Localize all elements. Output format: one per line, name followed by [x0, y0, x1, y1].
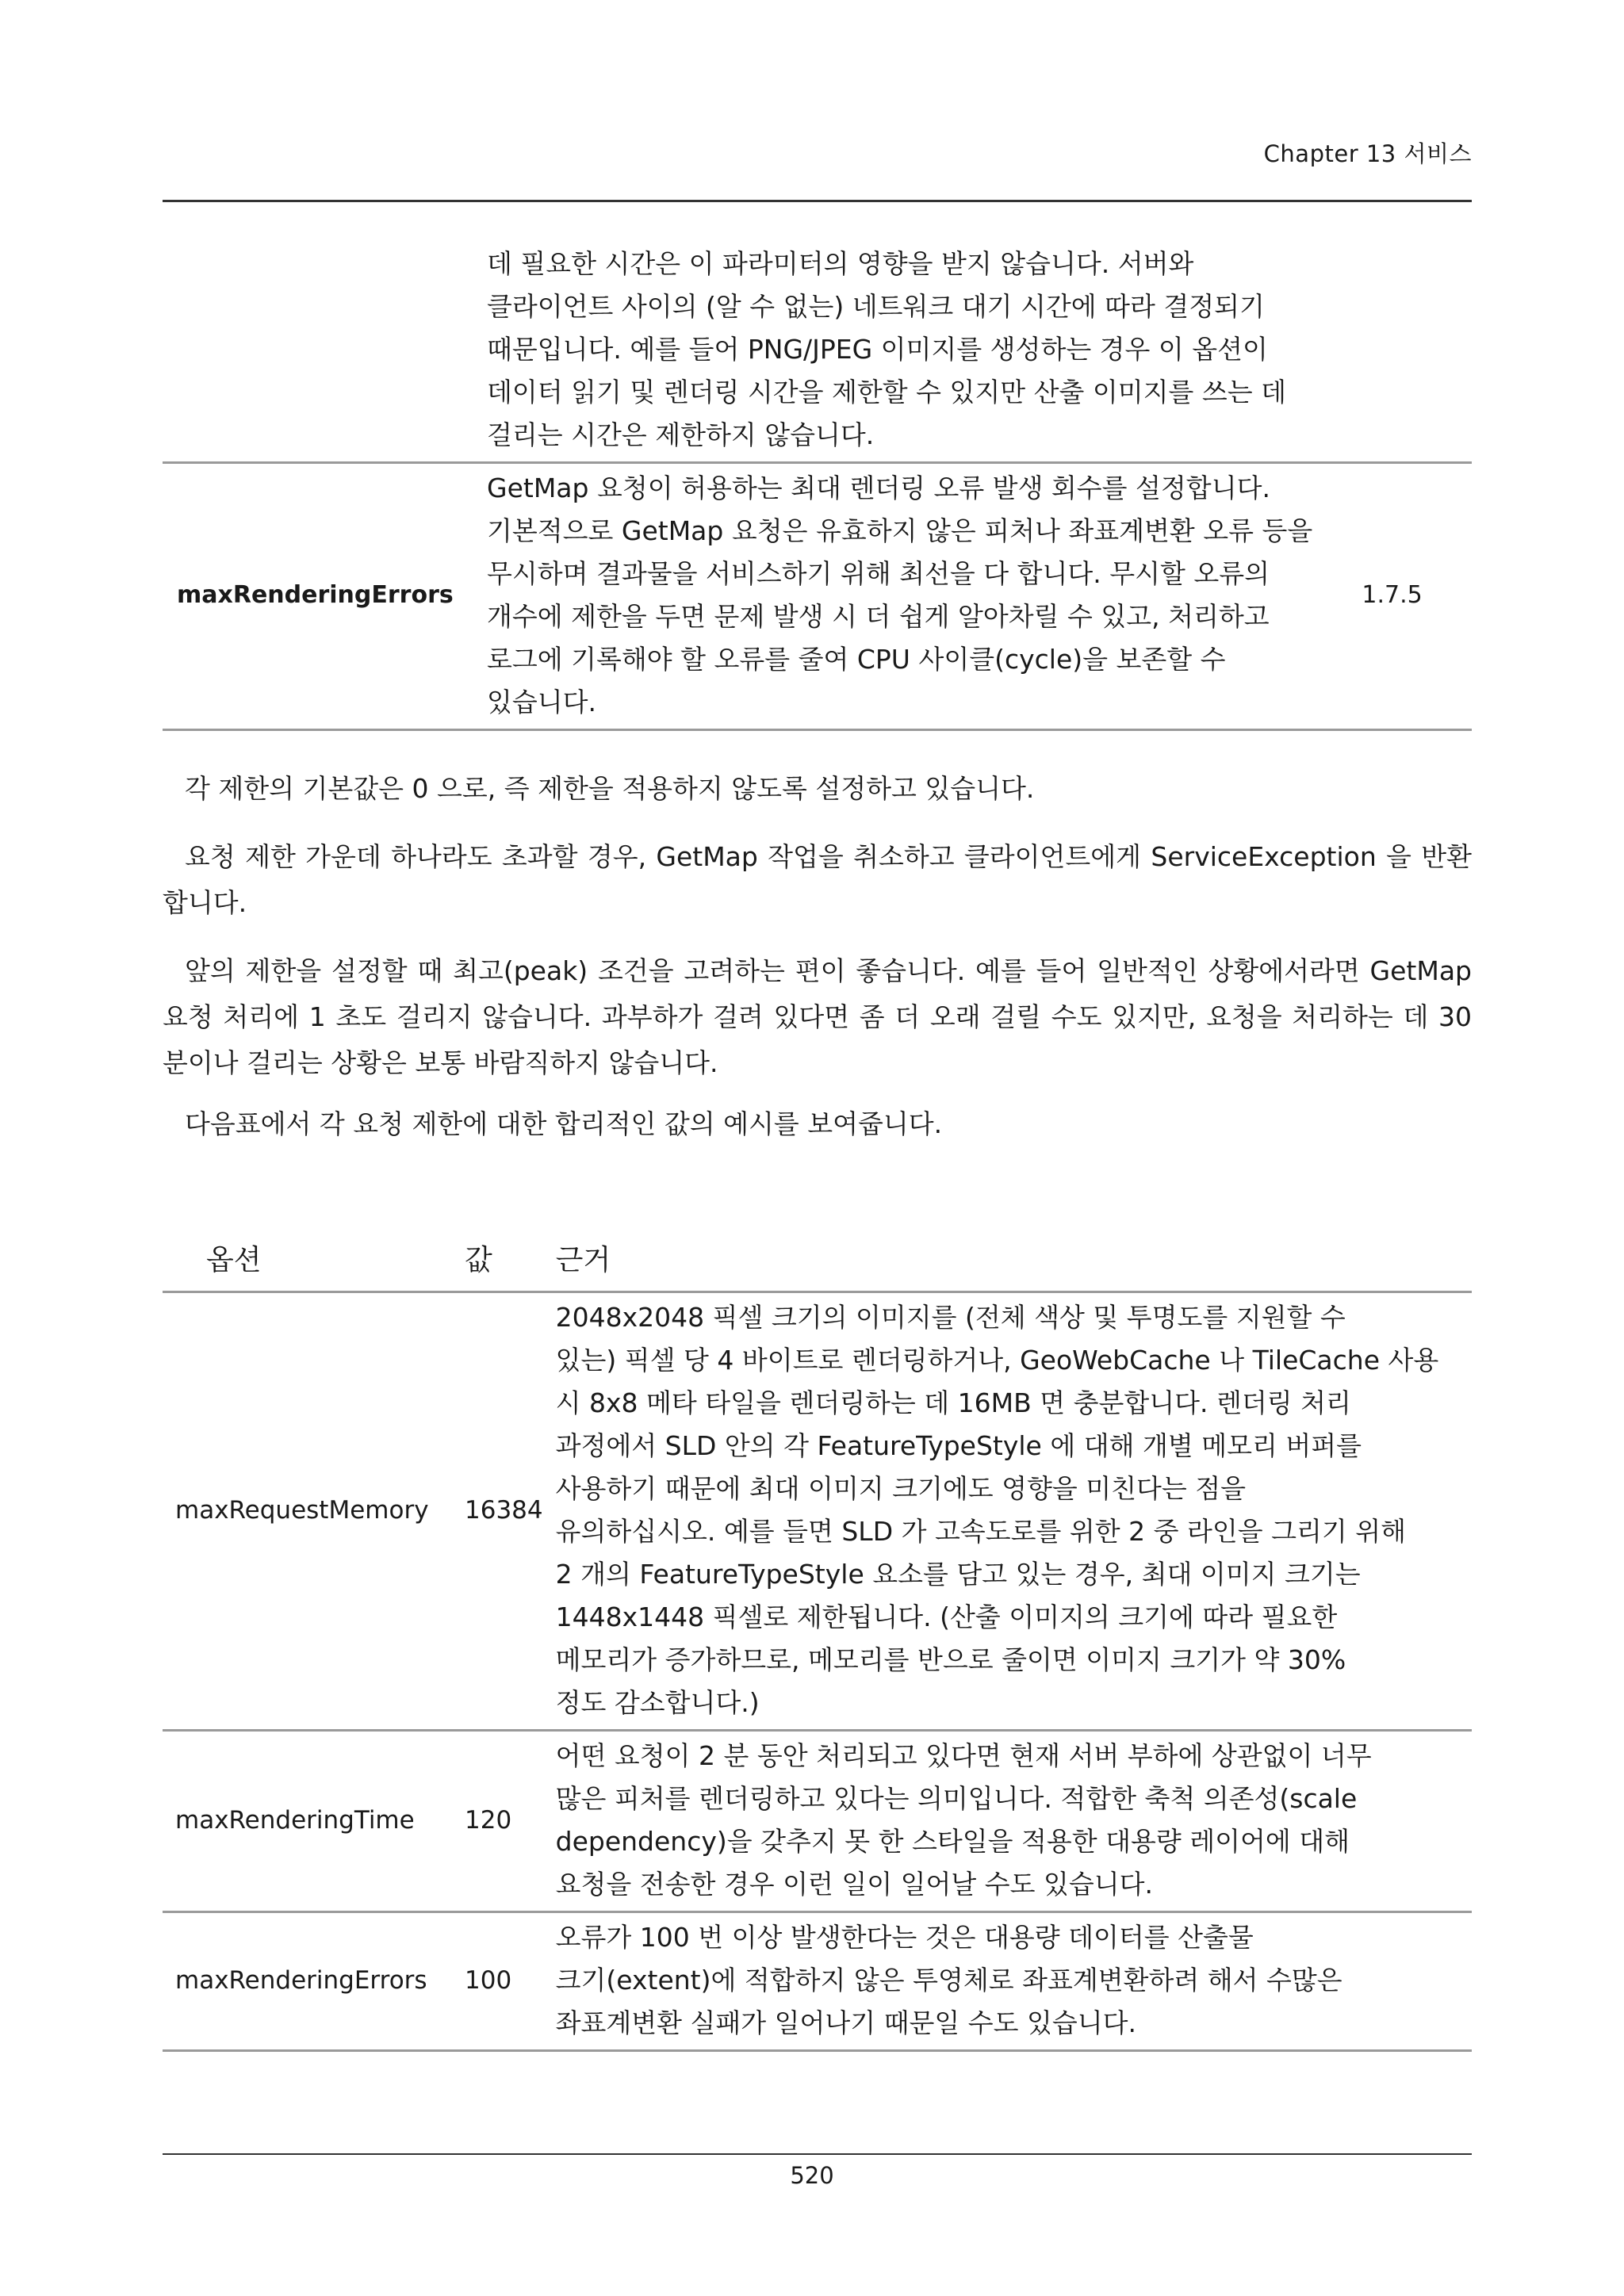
description-line: 기본적으로 GetMap 요청은 유효하지 않은 피처나 좌표계변환 오류 등을 [487, 515, 1313, 546]
version-cell-empty [1312, 243, 1472, 463]
table-row [163, 1292, 1472, 1731]
option-name: maxRequestMemory [163, 1292, 452, 1731]
reason-line: 정도 감소합니다.) [555, 1687, 760, 1718]
footer-rule [163, 2153, 1472, 2155]
reason-line: 유의하십시오. 예를 들면 SLD 가 고속도로를 위한 2 중 라인을 그리기 위해 [555, 1516, 1406, 1547]
description-line: GetMap 요청이 허용하는 최대 렌더링 오류 발생 회수를 설정합니다. [487, 473, 1270, 503]
header-reason: 근거 [543, 1226, 1472, 1292]
paragraph-peak-conditions: 앞의 제한을 설정할 때 최고(peak) 조건을 고려하는 편이 좋습니다. 예를 들어 일반적인 상황에서라면 GetMap 요청 처리에 1 초도 걸리지 않습니다. 과부하가 걸려 있다면 좀 더 오래 걸릴 수도 있지만, 요청을 처리하는 데 30 분이나 걸리는 상황은 보통 바람직하지 않습니다. [163, 955, 1472, 1078]
table-row [163, 1731, 1472, 1912]
reason-line: 1448x1448 픽셀로 제한됩니다. (산출 이미지의 크기에 따라 필요한 [555, 1601, 1338, 1632]
continued-options-table [163, 243, 1472, 731]
reason-line: 요청을 전송한 경우 이런 일이 일어날 수도 있습니다. [555, 1869, 1153, 1900]
reason-line: 2 개의 FeatureTypeStyle 요소를 담고 있는 경우, 최대 이미지 크기는 [555, 1559, 1361, 1590]
option-name: maxRenderingErrors [163, 1912, 452, 2051]
description-line: 클라이언트 사이의 (알 수 없는) 네트워크 대기 시간에 따라 결정되기 [487, 291, 1265, 322]
reason-line: 어떤 요청이 2 분 동안 처리되고 있다면 현재 서버 부하에 상관없이 너무 [555, 1740, 1372, 1771]
reason-line: 있는) 픽셀 당 4 바이트로 렌더링하거나, GeoWebCache 나 TileCache 사용 [555, 1345, 1439, 1376]
description-line: 데이터 읽기 및 렌더링 시간을 제한할 수 있지만 산출 이미지를 쓰는 데 [487, 377, 1286, 408]
header-rule [163, 200, 1472, 202]
reason-line: 과정에서 SLD 안의 각 FeatureTypeStyle 에 대해 개별 메모리 버퍼를 [555, 1430, 1362, 1461]
option-value: 100 [452, 1912, 543, 2051]
reason-line: dependency)을 갖추지 못 한 스타일을 적용한 대용량 레이어에 대해 [555, 1826, 1350, 1857]
header-value: 값 [452, 1226, 543, 1292]
description-line: 무시하며 결과물을 서비스하기 위해 최선을 다 합니다. 무시할 오류의 [487, 558, 1270, 589]
description-line: 로그에 기록해야 할 오류를 줄여 CPU 사이클(cycle)을 보존할 수 [487, 644, 1226, 675]
reason-cell [543, 1292, 1472, 1731]
table-row [163, 243, 1472, 463]
table-header-row [163, 1226, 1472, 1292]
option-name: maxRenderingTime [163, 1731, 452, 1912]
paragraph-exceed-limit: 요청 제한 가운데 하나라도 초과할 경우, GetMap 작업을 취소하고 클라이언트에게 ServiceException 을 반환합니다. [163, 841, 1472, 918]
description-line: 있습니다. [487, 687, 597, 718]
table-row [163, 1912, 1472, 2051]
reason-line: 크기(extent)에 적합하지 않은 투영체로 좌표계변환하려 해서 수많은 [555, 1965, 1342, 1996]
description-line: 때문입니다. 예를 들어 PNG/JPEG 이미지를 생성하는 경우 이 옵션이 [487, 334, 1268, 365]
table-row [163, 463, 1472, 730]
description-cell [482, 463, 1312, 730]
option-cell-empty [163, 243, 482, 463]
description-cell [482, 243, 1312, 463]
description-line: 걸리는 시간은 제한하지 않습니다. [487, 419, 875, 450]
reason-line: 사용하기 때문에 최대 이미지 크기에도 영향을 미친다는 점을 [555, 1473, 1247, 1504]
option-value: 16384 [452, 1292, 543, 1731]
page-header: Chapter 13 서비스 [1263, 140, 1472, 167]
header-option: 옵션 [163, 1226, 452, 1292]
option-value: 120 [452, 1731, 543, 1912]
option-name: maxRenderingErrors [163, 463, 482, 730]
paragraph-table-intro: 다음표에서 각 요청 제한에 대한 합리적인 값의 예시를 보여줍니다. [185, 1108, 943, 1139]
reason-cell [543, 1912, 1472, 2051]
request-limits-table [163, 1226, 1472, 2052]
paragraph-default-values: 각 제한의 기본값은 0 으로, 즉 제한을 적용하지 않도록 설정하고 있습니다. [185, 773, 1035, 804]
reason-line: 많은 피처를 렌더링하고 있다는 의미입니다. 적합한 축척 의존성(scale [555, 1783, 1358, 1814]
reason-line: 오류가 100 번 이상 발생한다는 것은 대용량 데이터를 산출물 [555, 1922, 1254, 1953]
page-number: 520 [790, 2162, 834, 2189]
reason-line: 2048x2048 픽셀 크기의 이미지를 (전체 색상 및 투명도를 지원할 수 [555, 1302, 1346, 1333]
reason-cell [543, 1731, 1472, 1912]
reason-line: 메모리가 증가하므로, 메모리를 반으로 줄이면 이미지 크기가 약 30% [555, 1644, 1346, 1675]
reason-line: 시 8x8 메타 타일을 렌더링하는 데 16MB 면 충분합니다. 렌더링 처리 [555, 1387, 1351, 1418]
reason-line: 좌표계변환 실패가 일어나기 때문일 수도 있습니다. [555, 2007, 1137, 2038]
version-value: 1.7.5 [1312, 463, 1472, 730]
description-line: 데 필요한 시간은 이 파라미터의 영향을 받지 않습니다. 서버와 [487, 248, 1194, 279]
description-line: 개수에 제한을 두면 문제 발생 시 더 쉽게 알아차릴 수 있고, 처리하고 [487, 601, 1270, 632]
